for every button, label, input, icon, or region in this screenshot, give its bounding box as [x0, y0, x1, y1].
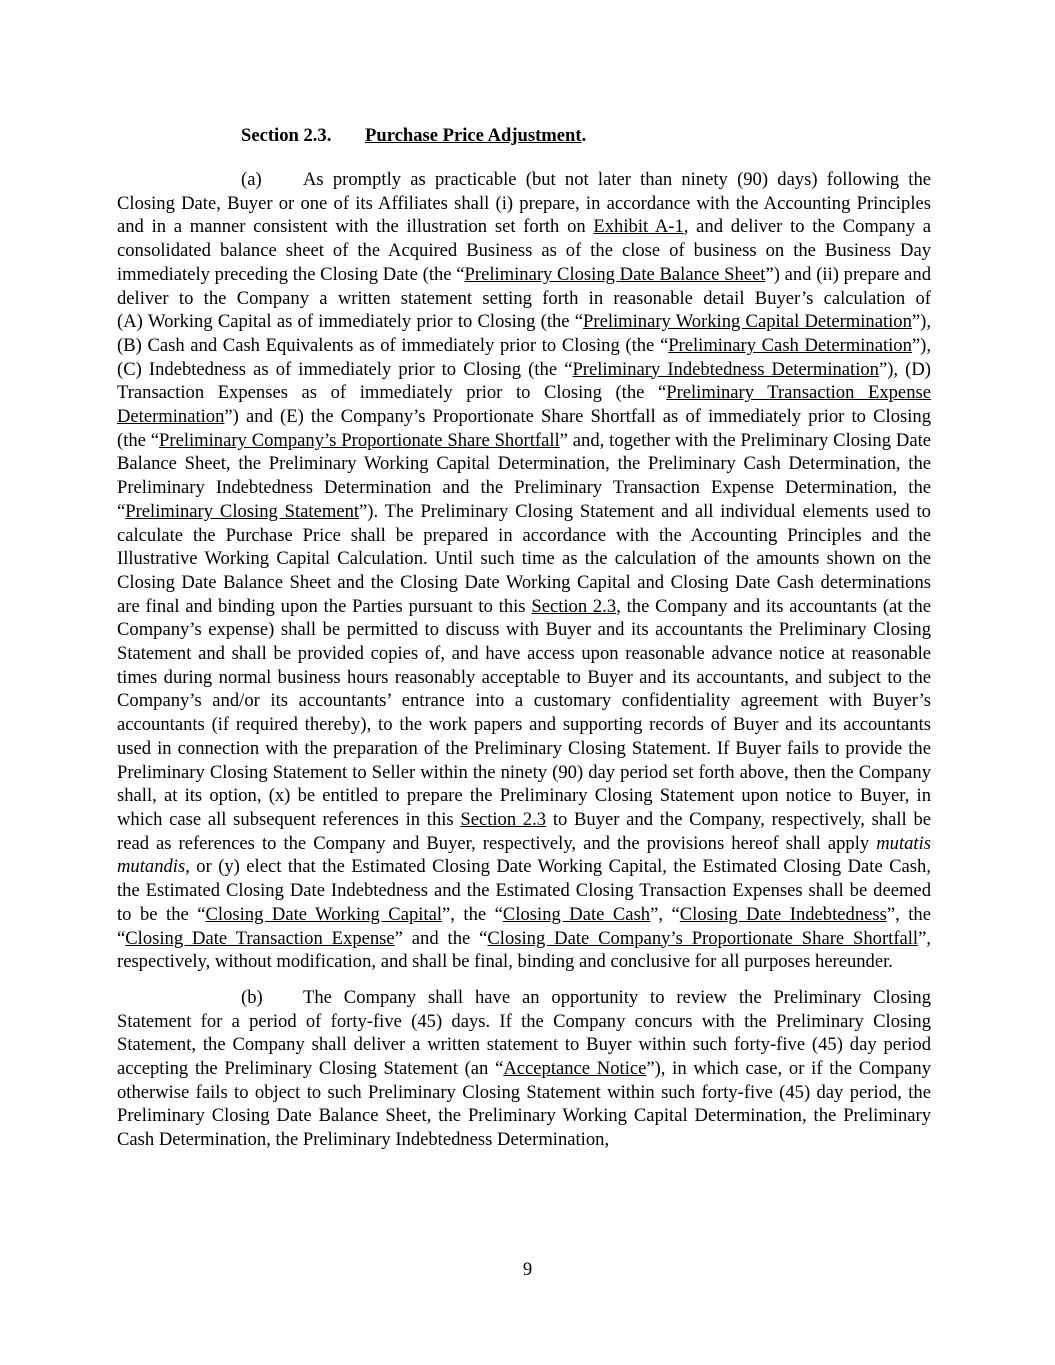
paragraph-a-label: (a) — [241, 169, 262, 190]
text-run: ” and, together with the Preliminary Closing Date Balance Sheet, the Preliminary Working Capital Determination, the Preliminary Cash Determination, the Preliminary Indebtedness Determination and the Preliminary Transaction Expense Determination, the “ — [117, 429, 931, 522]
text-run: ”) and (E) the Company’s Proportionate Share Shortfall as of immediately prior to Closing (the “ — [117, 406, 931, 451]
document-page — [117, 124, 931, 1164]
text-run: ”). The Preliminary Closing Statement and all individual elements used to calculate the Purchase Price shall be prepared in accordance with the Accounting Principles and the Illustrative Working Capital Calculation. Until such time as the calculation of the amounts shown on the Closing Date Balance Sheet and the Closing Date Working Capital and Closing Date Cash determinations are final and binding upon the Parties pursuant to this — [117, 500, 931, 617]
paragraph-b-label: (b) — [241, 986, 263, 1008]
defined-term-reference: Closing Date Indebtedness — [679, 903, 887, 925]
defined-term-reference: Preliminary Cash Determination — [668, 334, 912, 356]
text-run: ”, the “ — [117, 903, 931, 949]
text-run: , the Company and its accountants (at the Company’s expense) shall be permitted to discuss with Buyer and its accountants the Preliminary Closing Statement and shall be provided copies of, and have access upon reasonable advance notice at reasonable times during normal business hours reasonably acceptable to Buyer and its accountants, and subject to the Company’s and/or its accountants’ entrance into a customary confidentiality agreement with Buyer’s accountants (if required thereby), to the work papers and supporting records of Buyer and its accountants used in connection with the preparation of the Preliminary Closing Statement. If Buyer fails to provide the Preliminary Closing Statement to Seller within the ninety (90) day period set forth above, then the Company shall, at its option, (x) be entitled to prepare the Preliminary Closing Statement upon notice to Buyer, in which case all subsequent references in this — [117, 595, 931, 830]
defined-term-reference: Preliminary Closing Date Balance Sheet — [464, 263, 766, 285]
section-number: Section 2.3. — [241, 125, 332, 146]
defined-term-reference: Closing Date Cash — [502, 903, 651, 925]
defined-term-reference: Preliminary Company’s Proportionate Share Shortfall — [159, 429, 560, 451]
section-title-punctuation: . — [581, 125, 587, 146]
defined-term-reference: Closing Date Working Capital — [205, 903, 443, 925]
text-run: ”), (B) Cash and Cash Equivalents as of immediately prior to Closing (the “ — [117, 311, 931, 356]
text-run: ”), in which case, or if the Company otherwise fails to object to such Preliminary Closing Statement within such forty-five (45) day period, the Preliminary Closing Date Balance Sheet, the Preliminary Working Capital Determination, the Preliminary Cash Determination, the Preliminary Indebtedness Determination, — [117, 1058, 931, 1151]
text-run: ”, the “ — [442, 903, 503, 925]
defined-term-reference: Closing Date Company’s Proportionate Share Shortfall — [487, 927, 919, 949]
text-run: , and deliver to the Company a consolidated balance sheet of the Acquired Business as of the close of business on the Business Day immediately preceding the Closing Date (the “ — [117, 216, 931, 285]
defined-term-reference: Preliminary Indebtedness Determination — [572, 358, 879, 380]
page-number: 9 — [522, 1259, 533, 1280]
text-run: ”) and (ii) prepare and deliver to the Company a written statement setting forth in reasonable detail Buyer’s calculation of (A) Working Capital as of immediately prior to Closing (the “ — [117, 263, 931, 333]
defined-term-reference: Closing Date Transaction Expense — [125, 927, 395, 949]
paragraph-a — [117, 168, 931, 974]
paragraph-a-text — [117, 169, 931, 972]
defined-term-reference: Section 2.3 — [531, 595, 617, 617]
text-run: The Company shall have an opportunity to review the Preliminary Closing Statement for a period of forty-five (45) days. If the Company concurs with the Preliminary Closing Statement, the Company shall deliver a written statement to Buyer within such forty-five (45) day period accepting the Preliminary Closing Statement (an “ — [117, 986, 931, 1080]
section-title: Purchase Price Adjustment — [365, 125, 582, 146]
defined-term-reference: Preliminary Working Capital Determination — [583, 311, 912, 333]
text-run: to Buyer and the Company, respectively, shall be read as references to the Company and Buyer, respectively, and the provisions hereof shall apply — [117, 808, 931, 854]
italic-text: mutatis mutandis — [117, 832, 931, 878]
paragraph-b — [117, 986, 931, 1152]
defined-term-reference: Acceptance Notice — [503, 1058, 647, 1080]
text-run: ” and the “ — [394, 927, 488, 949]
defined-term-reference: Exhibit A-1 — [593, 216, 684, 238]
text-run: ”), (C) Indebtedness as of immediately prior to Closing (the “ — [117, 334, 931, 380]
defined-term-reference: Preliminary Transaction Expense Determination — [117, 382, 931, 428]
defined-term-reference: Section 2.3 — [460, 808, 547, 830]
text-run: ”, respectively, without modification, and shall be final, binding and conclusive for all purposes hereunder. — [117, 927, 932, 973]
text-run: As promptly as practicable (but not later than ninety (90) days) following the Closing Date, Buyer or one of its Affiliates shall (i) prepare, in accordance with the Accounting Principles and in a manner consistent with the illustration set forth on — [117, 169, 931, 238]
text-run: ”), (D) Transaction Expenses as of immediately prior to Closing (the “ — [117, 358, 931, 404]
section-heading — [241, 124, 931, 148]
text-run: , or (y) elect that the Estimated Closing Date Working Capital, the Estimated Closing Date Cash, the Estimated Closing Date Indebtedness and the Estimated Closing Transaction Expenses shall be deemed to be the “ — [117, 856, 931, 925]
defined-term-reference: Preliminary Closing Statement — [125, 500, 360, 522]
paragraph-b-text — [117, 987, 931, 1150]
text-run: ”, “ — [650, 903, 680, 925]
